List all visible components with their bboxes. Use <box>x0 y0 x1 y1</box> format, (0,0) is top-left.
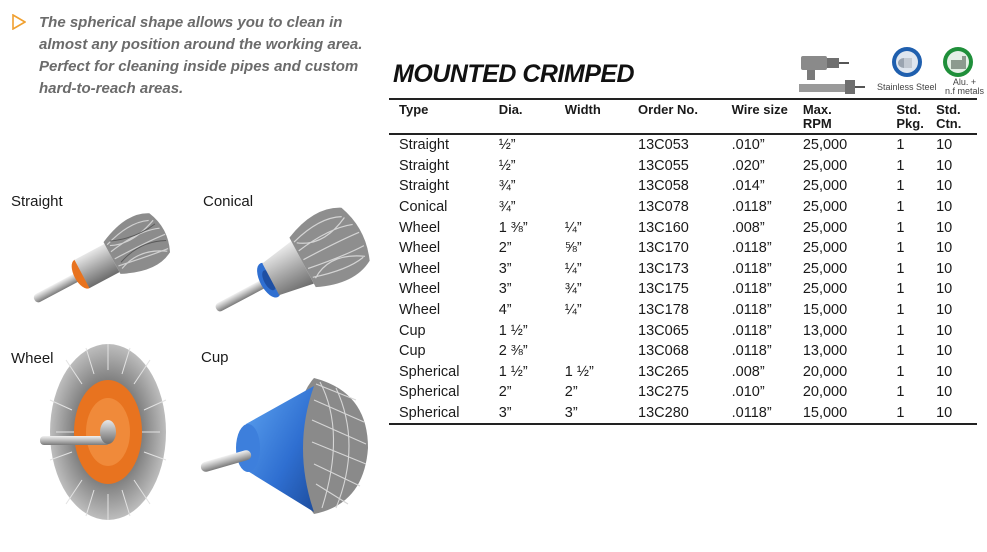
cell-width: 2” <box>564 384 578 401</box>
cell-pkg: 1 <box>896 260 905 277</box>
table-header-row <box>389 99 977 134</box>
cell-dia: 1 ⅜” <box>498 219 528 236</box>
cell-ctn: 10 <box>936 281 953 298</box>
cell-rpm: 25,000 <box>802 260 848 277</box>
cell-pkg: 1 <box>886 403 926 425</box>
cell-order: 13C280 <box>628 403 722 425</box>
photo-label-cup: Cup <box>201 349 229 366</box>
cell-type: Spherical <box>399 384 460 401</box>
straight-brush-image <box>14 202 184 312</box>
cell-order: 13C055 <box>638 157 689 174</box>
cell-dia: 1 ½” <box>498 322 528 339</box>
cell-pkg: 1 <box>896 302 905 319</box>
cell-order: 13C065 <box>638 322 689 339</box>
wheel-brush-image <box>36 340 170 525</box>
cell-width: 1 ½” <box>564 363 594 380</box>
aluminum-metals-icon <box>942 46 974 78</box>
cell-ctn: 10 <box>936 137 953 154</box>
cell-wire: .010” <box>731 137 765 154</box>
cell-pkg: 1 <box>896 219 905 236</box>
cell-wire: .008” <box>731 219 765 236</box>
cell-rpm: 25,000 <box>802 240 848 257</box>
cell-wire: .008” <box>731 363 765 380</box>
cell-pkg: 1 <box>896 363 905 380</box>
cell-order: 13C160 <box>638 219 689 236</box>
cell-ctn: 10 <box>936 240 953 257</box>
intro-line: Perfect for cleaning inside pipes and custom <box>39 58 359 75</box>
cell-type: Straight <box>399 157 449 174</box>
cell-pkg: 1 <box>896 199 905 216</box>
cell-order: 13C068 <box>638 343 689 360</box>
cell-dia: 3” <box>498 281 512 298</box>
aluminum-label <box>945 78 984 96</box>
cell-order: 13C275 <box>638 384 689 401</box>
cell-wire: .0118” <box>731 281 772 298</box>
cell-rpm: 25,000 <box>802 157 848 174</box>
table-row <box>389 403 977 425</box>
cell-rpm: 25,000 <box>802 199 848 216</box>
table-row <box>389 259 977 280</box>
cell-ctn: 10 <box>936 219 953 236</box>
cell-ctn: 10 <box>936 260 953 277</box>
cell-ctn: 10 <box>936 363 953 380</box>
cell-rpm: 15,000 <box>802 302 848 319</box>
cell-dia: 3” <box>498 260 512 277</box>
table-row <box>389 134 977 156</box>
cell-width <box>555 156 628 177</box>
cell-ctn: 10 <box>936 178 953 195</box>
cell-pkg: 1 <box>896 157 905 174</box>
cell-rpm: 20,000 <box>802 363 848 380</box>
table-row <box>389 382 977 403</box>
table-row <box>389 320 977 341</box>
cell-pkg: 1 <box>896 343 905 360</box>
cell-order: 13C173 <box>638 260 689 277</box>
cell-rpm: 13,000 <box>802 343 848 360</box>
cell-rpm: 15,000 <box>793 403 887 425</box>
cell-wire: .0118” <box>731 240 772 257</box>
cell-width: 3” <box>555 403 628 425</box>
cell-type: Cup <box>399 322 426 339</box>
cell-pkg: 1 <box>896 137 905 154</box>
cell-dia: 1 ½” <box>498 363 528 380</box>
cell-width <box>555 176 628 197</box>
cell-ctn: 10 <box>936 157 953 174</box>
cell-rpm: 25,000 <box>802 219 848 236</box>
cell-type: Wheel <box>399 260 441 277</box>
cell-order: 13C178 <box>638 302 689 319</box>
header-wire: Wire size <box>722 99 793 134</box>
cell-width <box>555 134 628 156</box>
cell-rpm: 13,000 <box>802 322 848 339</box>
photo-label-straight: Straight <box>11 193 63 210</box>
cell-width: ⅝” <box>564 240 582 257</box>
cell-type: Cup <box>399 343 426 360</box>
cell-pkg: 1 <box>896 384 905 401</box>
spec-table <box>389 98 977 425</box>
cell-pkg: 1 <box>896 281 905 298</box>
header-order: Order No. <box>628 99 722 134</box>
stainless-steel-icon <box>891 46 923 78</box>
cell-type: Wheel <box>399 302 441 319</box>
header-type: Type <box>389 99 489 134</box>
cell-order: 13C265 <box>638 363 689 380</box>
cell-width <box>555 197 628 218</box>
cell-dia: 3” <box>489 403 555 425</box>
cell-rpm: 25,000 <box>802 281 848 298</box>
triangle-arrow-icon <box>12 14 26 30</box>
table-row <box>389 238 977 259</box>
cell-type: Straight <box>399 178 449 195</box>
cell-wire: .014” <box>731 178 765 195</box>
cell-dia: ¾” <box>498 178 516 195</box>
cell-type: Wheel <box>399 240 441 257</box>
intro-text <box>39 12 379 100</box>
cup-brush-image <box>196 372 372 517</box>
cell-rpm: 25,000 <box>802 137 848 154</box>
cell-wire: .010” <box>731 384 765 401</box>
cell-dia: 2 ⅜” <box>498 343 528 360</box>
cell-wire: .020” <box>731 157 765 174</box>
cell-wire: .0118” <box>731 199 772 216</box>
cell-pkg: 1 <box>896 240 905 257</box>
cell-ctn: 10 <box>936 322 953 339</box>
cell-type: Conical <box>399 199 448 216</box>
table-row <box>389 341 977 362</box>
intro-line: The spherical shape allows you to clean in <box>39 14 343 31</box>
cell-ctn: 10 <box>936 302 953 319</box>
cell-rpm: 20,000 <box>802 384 848 401</box>
cell-type: Wheel <box>399 281 441 298</box>
cell-dia: 2” <box>498 240 512 257</box>
table-row <box>389 176 977 197</box>
header-dia: Dia. <box>489 99 555 134</box>
cell-rpm: 25,000 <box>802 178 848 195</box>
cell-wire: .0118” <box>731 322 772 339</box>
intro-line: hard-to-reach areas. <box>39 80 184 97</box>
cell-width <box>555 341 628 362</box>
cell-dia: 2” <box>498 384 512 401</box>
table-body <box>389 134 977 424</box>
cell-type: Spherical <box>399 363 460 380</box>
cell-width: ¼” <box>564 302 582 319</box>
table-row <box>389 300 977 321</box>
table-row <box>389 156 977 177</box>
cell-ctn: 10 <box>936 384 953 401</box>
cell-ctn: 10 <box>936 199 953 216</box>
cell-dia: 4” <box>498 302 512 319</box>
cell-wire: .0118” <box>731 343 772 360</box>
cell-wire: .0118” <box>731 260 772 277</box>
table-row <box>389 197 977 218</box>
cell-width <box>555 320 628 341</box>
aluminum-label-line-2: n.f metals <box>945 86 985 96</box>
aluminum-label-line-1: Alu. + <box>952 77 977 87</box>
table-row <box>389 279 977 300</box>
cell-ctn: 10 <box>936 343 953 360</box>
cell-dia: ½” <box>498 157 516 174</box>
cell-order: 13C175 <box>638 281 689 298</box>
cell-order: 13C170 <box>638 240 689 257</box>
cell-type: Spherical <box>389 403 489 425</box>
conical-brush-image <box>196 206 376 316</box>
cell-dia: ½” <box>498 137 516 154</box>
cell-wire: .0118” <box>731 302 772 319</box>
header-rpm: Max. RPM <box>793 99 887 134</box>
cell-width: ¼” <box>564 219 582 236</box>
header-pkg: Std. Pkg. <box>886 99 926 134</box>
cell-width: ¼” <box>564 260 582 277</box>
material-icons <box>797 44 985 100</box>
intro-line: almost any position around the working area. <box>39 36 363 53</box>
cell-pkg: 1 <box>896 178 905 195</box>
section-title: MOUNTED CRIMPED <box>393 60 635 88</box>
die-grinder-icon <box>797 46 867 98</box>
cell-order: 13C078 <box>638 199 689 216</box>
cell-type: Straight <box>399 137 449 154</box>
cell-wire: .0118” <box>722 403 793 425</box>
cell-pkg: 1 <box>896 322 905 339</box>
photo-label-wheel: Wheel <box>11 350 54 367</box>
table-row <box>389 217 977 238</box>
cell-order: 13C053 <box>638 137 689 154</box>
header-ctn: Std. Ctn. <box>926 99 977 134</box>
photo-label-conical: Conical <box>203 193 254 210</box>
cell-type: Wheel <box>399 219 441 236</box>
cell-order: 13C058 <box>638 178 689 195</box>
stainless-steel-label: Stainless Steel <box>877 82 937 92</box>
cell-dia: ¾” <box>498 199 516 216</box>
cell-width: ¾” <box>564 281 582 298</box>
table-row <box>389 362 977 383</box>
header-width: Width <box>555 99 628 134</box>
cell-ctn: 10 <box>926 403 977 425</box>
